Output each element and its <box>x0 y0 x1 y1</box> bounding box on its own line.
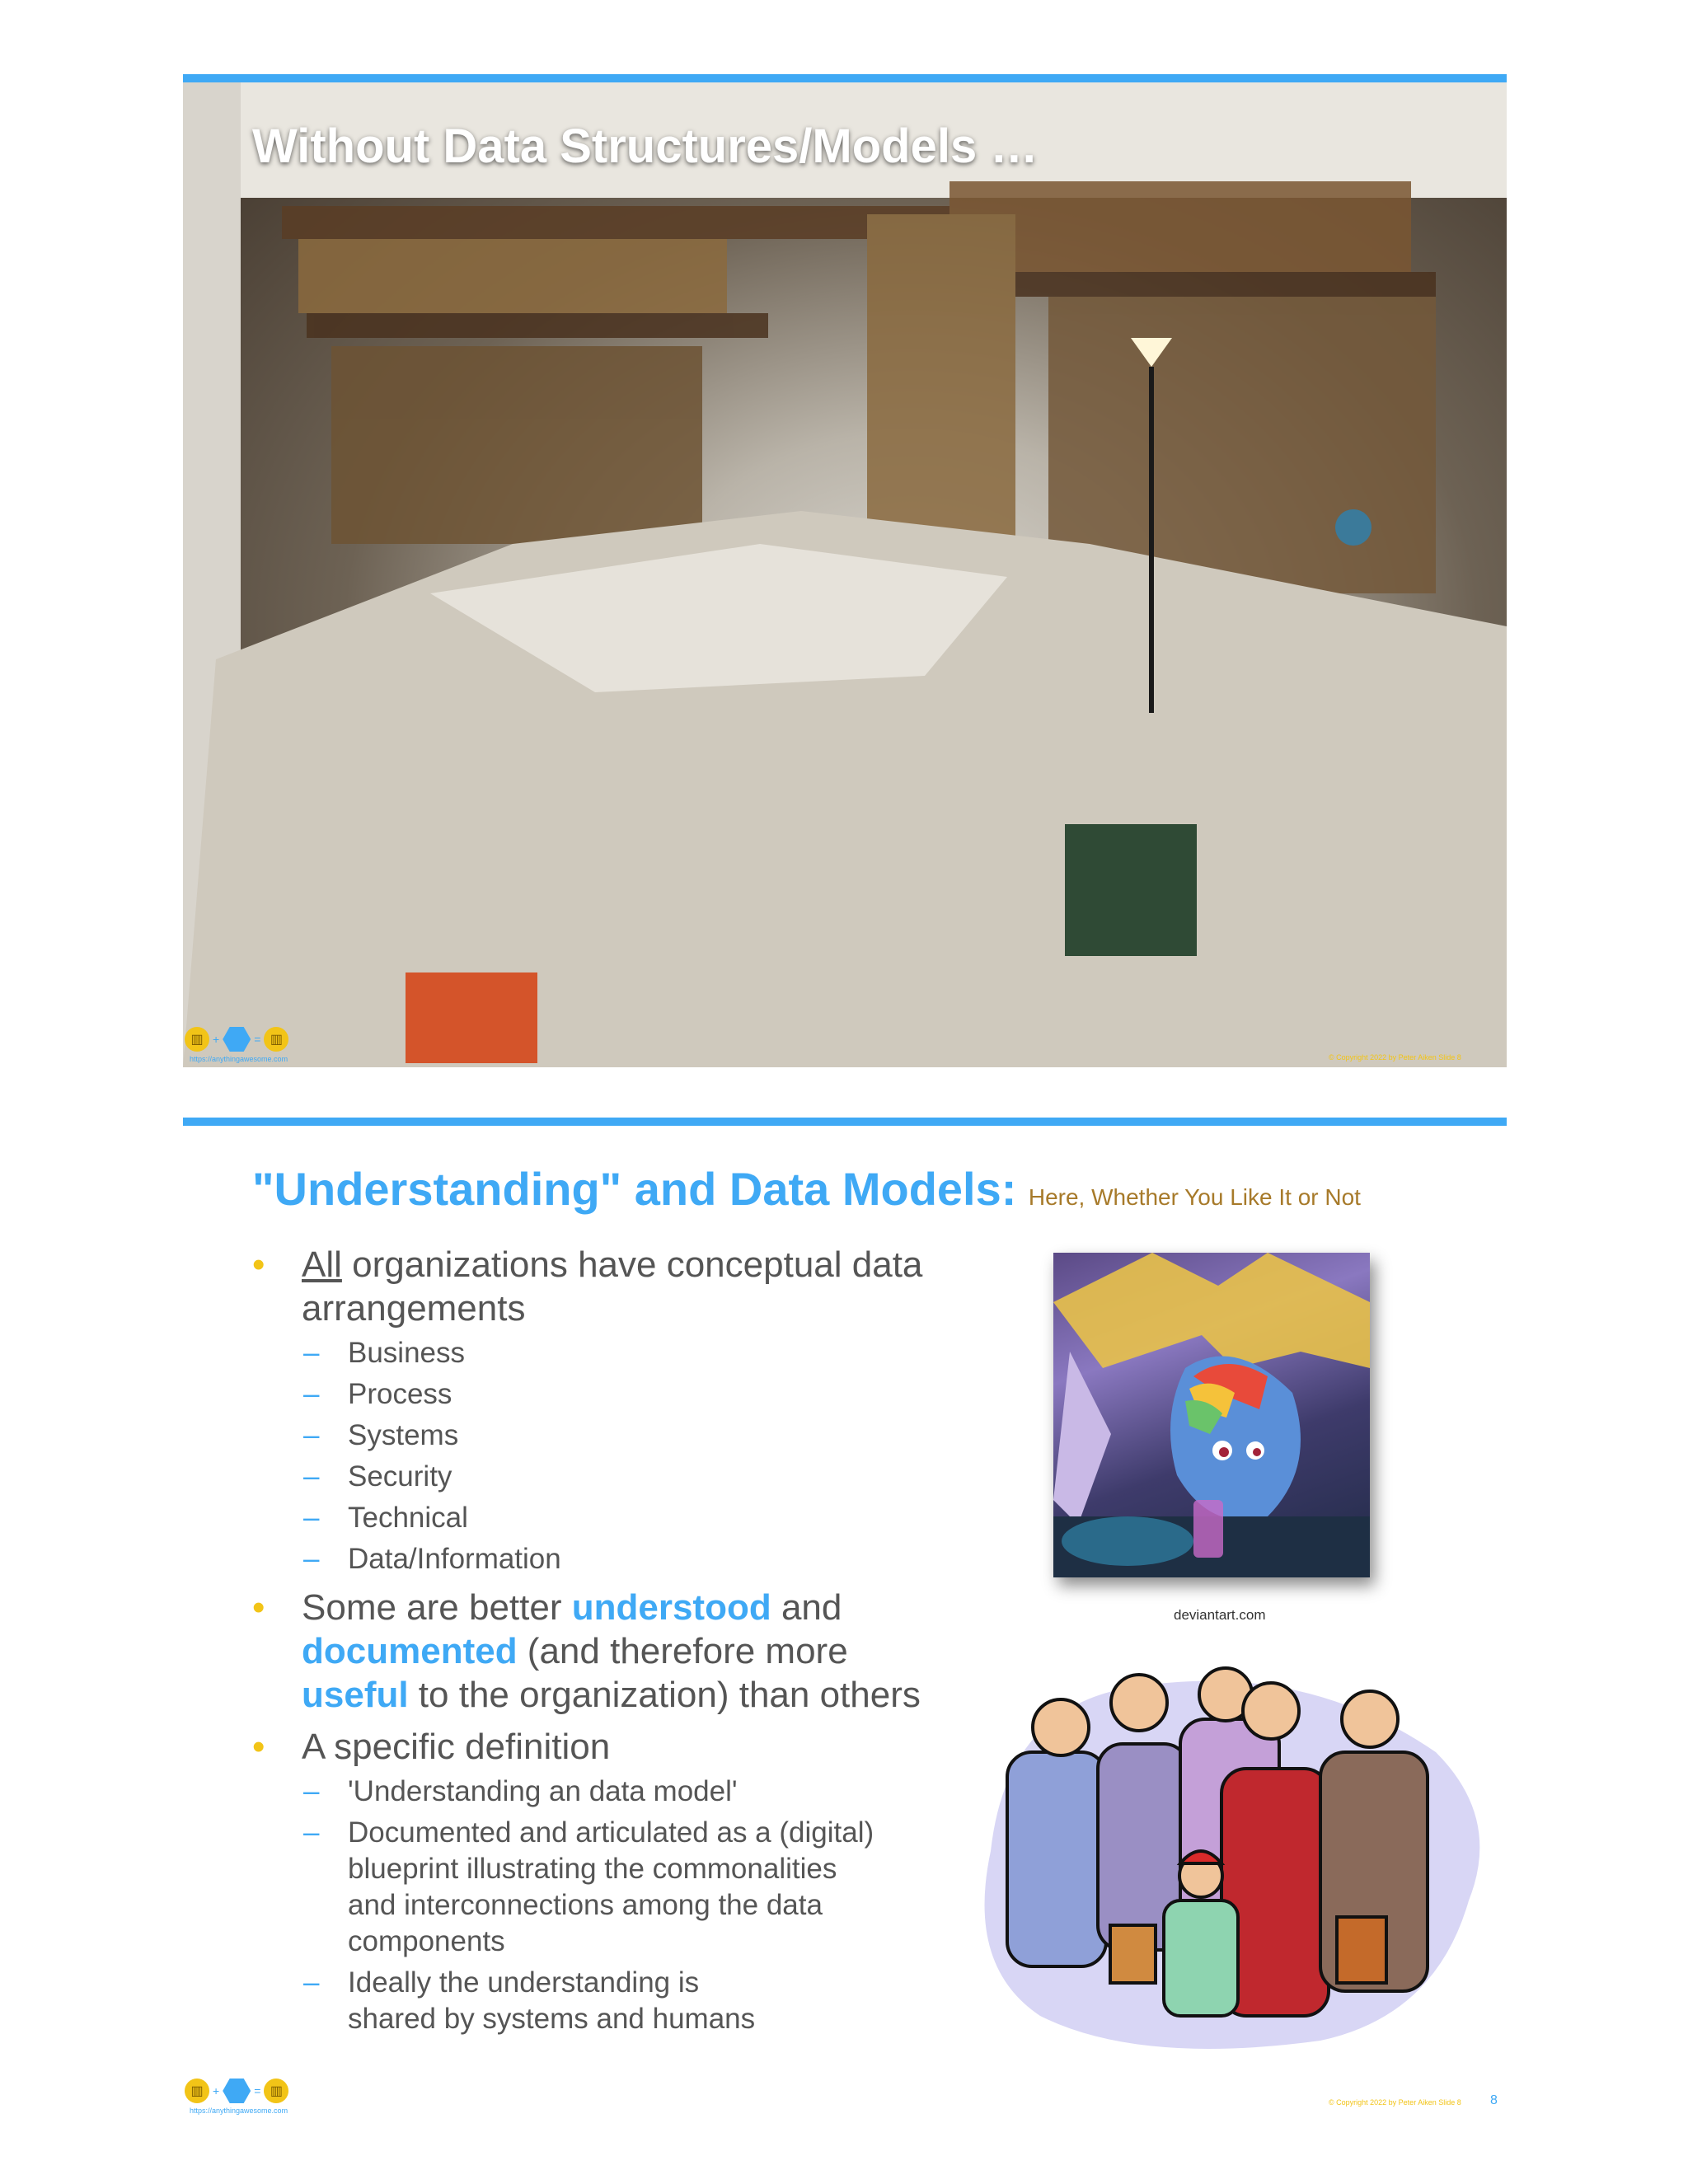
sub-bullet-item <box>252 1541 1076 1577</box>
trash-icon: ▥ <box>264 2079 288 2103</box>
anything-awesome-logo <box>185 1027 288 1052</box>
logo-url[interactable]: https://anythingawesome.com <box>190 1055 288 1063</box>
bullet-text: organizations have conceptual data arrangements <box>302 1244 923 1329</box>
copyright-notice: © Copyright 2022 by Peter Aiken Slide 8 <box>1329 2098 1461 2107</box>
sub-bullet-text: Data/Information <box>348 1543 561 1575</box>
bullet-text: Some are better <box>302 1587 572 1628</box>
pony-illustration <box>1053 1253 1370 1577</box>
dash-icon: – <box>303 1816 320 1849</box>
group-of-people-clipart <box>974 1653 1489 2065</box>
bullet-list <box>252 1243 1076 2042</box>
logo-url[interactable]: https://anythingawesome.com <box>190 2107 288 2115</box>
sub-bullet-item <box>252 1815 875 1960</box>
sub-bullet-item <box>252 1965 776 2037</box>
dash-icon: – <box>303 1966 320 1999</box>
slide-understanding <box>183 1118 1507 2184</box>
cluttered-room-photo <box>183 82 1507 1067</box>
dash-icon: – <box>303 1337 320 1369</box>
bullet-text: to the organization) than others <box>408 1675 921 1715</box>
highlight-text: documented <box>302 1631 518 1671</box>
highlight-text: useful <box>302 1675 409 1715</box>
plus-icon: + <box>213 2084 220 2097</box>
clutter-illustration <box>183 82 1507 1067</box>
dash-icon: – <box>303 1502 320 1534</box>
page-number: 8 <box>1490 2093 1498 2107</box>
image-caption: deviantart.com <box>1174 1607 1266 1623</box>
equals-icon: = <box>254 2084 261 2097</box>
equals-icon: = <box>254 1033 261 1046</box>
slide-clutter <box>183 74 1507 1067</box>
title-main: "Understanding" and Data Models: <box>252 1163 1017 1215</box>
trash-icon: ▥ <box>185 2079 209 2103</box>
bullet-dot-icon: • <box>252 1244 265 1285</box>
sub-bullet-text: 'Understanding an data model' <box>348 1775 738 1807</box>
trash-icon: ▥ <box>185 1027 209 1052</box>
bullet-item <box>252 1725 1076 1769</box>
sub-bullet-item <box>252 1418 1076 1454</box>
copyright-notice: © Copyright 2022 by Peter Aiken Slide 8 <box>1329 1053 1461 1062</box>
slide-top-bar <box>183 1118 1507 1126</box>
highlight-text: understood <box>571 1587 771 1628</box>
dash-icon: – <box>303 1378 320 1410</box>
slide-title: Without Data Structures/Models … <box>252 120 1039 173</box>
dash-icon: – <box>303 1775 320 1807</box>
dash-icon: – <box>303 1460 320 1493</box>
sub-bullet-text: Technical <box>348 1502 468 1534</box>
bullet-text: (and therefore more <box>517 1631 848 1671</box>
sub-bullet-text: Ideally the understanding is shared by systems and humans <box>348 1966 756 2035</box>
dash-icon: – <box>303 1543 320 1575</box>
sub-bullet-text: Process <box>348 1378 452 1410</box>
sub-bullet-text: Documented and articulated as a (digital) blueprint illustrating the commonalities and interconnections among the data components <box>348 1816 874 1957</box>
pony-art <box>1053 1253 1370 1577</box>
hexagon-icon <box>223 1027 251 1052</box>
title-subtitle: Here, Whether You Like It or Not <box>1028 1184 1361 1210</box>
sub-bullet-text: Systems <box>348 1419 459 1451</box>
people-illustration <box>974 1653 1489 2065</box>
anything-awesome-logo <box>185 2079 288 2103</box>
trash-icon: ▥ <box>264 1027 288 1052</box>
plus-icon: + <box>213 1033 220 1046</box>
bullet-item <box>252 1243 1076 1330</box>
sub-bullet-item <box>252 1500 1076 1536</box>
bullet-dot-icon: • <box>252 1727 265 1767</box>
sub-bullet-text: Security <box>348 1460 452 1493</box>
slide-top-bar <box>183 74 1507 82</box>
dash-icon: – <box>303 1419 320 1451</box>
sub-bullet-item <box>252 1376 1076 1413</box>
bullet-text: and <box>771 1587 842 1628</box>
sub-bullet-item <box>252 1774 1076 1810</box>
hexagon-icon <box>223 2079 251 2103</box>
sub-bullet-item <box>252 1459 1076 1495</box>
bullet-item <box>252 1586 1076 1717</box>
emphasis-text: All <box>302 1244 342 1285</box>
sub-bullet-text: Business <box>348 1337 466 1369</box>
sub-bullet-item <box>252 1335 1076 1371</box>
bullet-text: A specific definition <box>302 1727 611 1767</box>
bullet-dot-icon: • <box>252 1587 265 1628</box>
slide-title <box>252 1162 1361 1216</box>
